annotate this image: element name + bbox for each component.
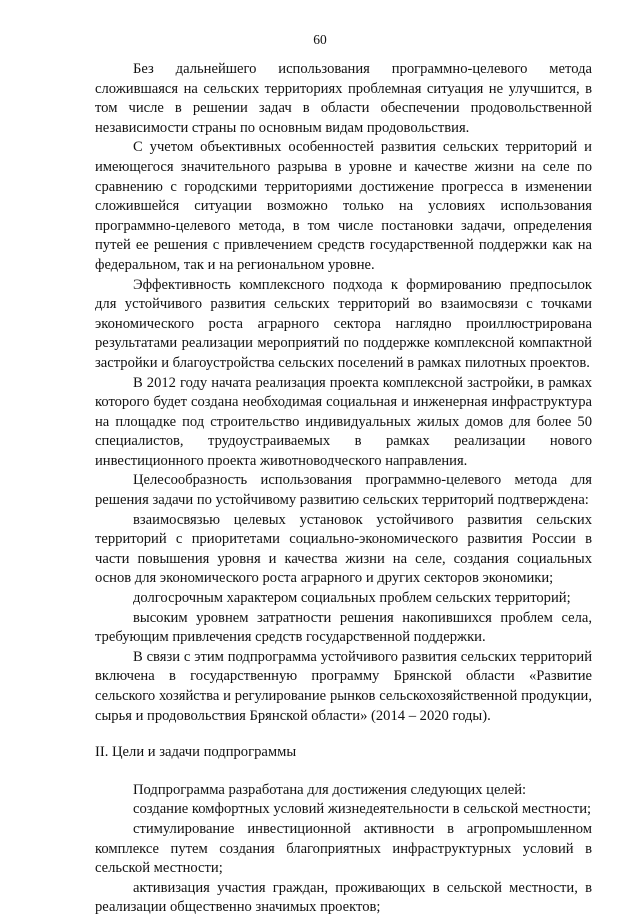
paragraph: Подпрограмма разработана для достижения следующих целей: [133, 781, 527, 798]
section-heading: II. Цели и задачи подпрограммы [95, 744, 297, 761]
list-item: создание комфортных условий жизнедеятельности в сельской местности; [133, 801, 592, 818]
paragraph: Целесообразность использования программно-целевого метода для решения задачи по устойчивому развитию сельских территорий подтверждена: [95, 472, 592, 509]
paragraph: В 2012 году начата реализация проекта комплексной застройки, в рамках которого будет создана необходимая социальная и инженерная инфраструктура на площадке под строительство индивидуальных жилых домов для более 50 специалистов, трудоустраиваемых в рамках реализации нового инвестиционного проекта животноводческого направления. [95, 374, 592, 469]
paragraph: В связи с этим подпрограмма устойчивого развития сельских территорий включена в государственную программу Брянской области «Развитие сельского хозяйства и регулирование рынков сельскохозяйственной продукции, сырья и продовольствия Брянской области» (2014 – 2020 годы). [95, 648, 592, 724]
document-body [95, 60, 592, 918]
list-item: высоким уровнем затратности решения накопившихся проблем села, требующим привлечения средств государственной поддержки. [95, 609, 592, 646]
page-number: 60 [313, 32, 327, 47]
list-item: долгосрочным характером социальных проблем сельских территорий; [133, 590, 571, 607]
list-item: стимулирование инвестиционной активности в агропромышленном комплексе путем создания благоприятных инфраструктурных условий в сельской местности; [95, 820, 592, 877]
paragraph: С учетом объективных особенностей развития сельских территорий и имеющегося значительного разрыва в уровне и качестве жизни на селе по сравнению с городскими территориями достижение прогресса в изменении сложившейся ситуации возможно только на условиях использования программно-целевого метода, в том числе постановки задачи, определения путей ее решения с привлечением средств государственной поддержки как на федеральном, так и на региональном уровне. [95, 139, 592, 273]
paragraph: Эффективность комплексного подхода к формированию предпосылок для устойчивого развития сельских территорий во взаимосвязи с точками экономического роста аграрного сектора наглядно проиллюстрирована результатами реализации мероприятий по поддержке комплексной компактной застройки и благоустройства сельских поселений в рамках пилотных проектов. [95, 276, 592, 371]
list-item: активизация участия граждан, проживающих в сельской местности, в реализации общественно значимых проектов; [95, 879, 592, 916]
paragraph: Без дальнейшего использования программно-целевого метода сложившаяся на сельских территориях проблемная ситуация не улучшится, в том числе в решении задач в области обеспечении продовольственной независимости страны по основным видам продовольствия. [95, 61, 592, 136]
list-item: взаимосвязью целевых установок устойчивого развития сельских территорий с приоритетами социально-экономического развития России в части повышения уровня и качества жизни на селе, создания социальных основ для экономического роста аграрного и других секторов экономики; [95, 511, 592, 587]
